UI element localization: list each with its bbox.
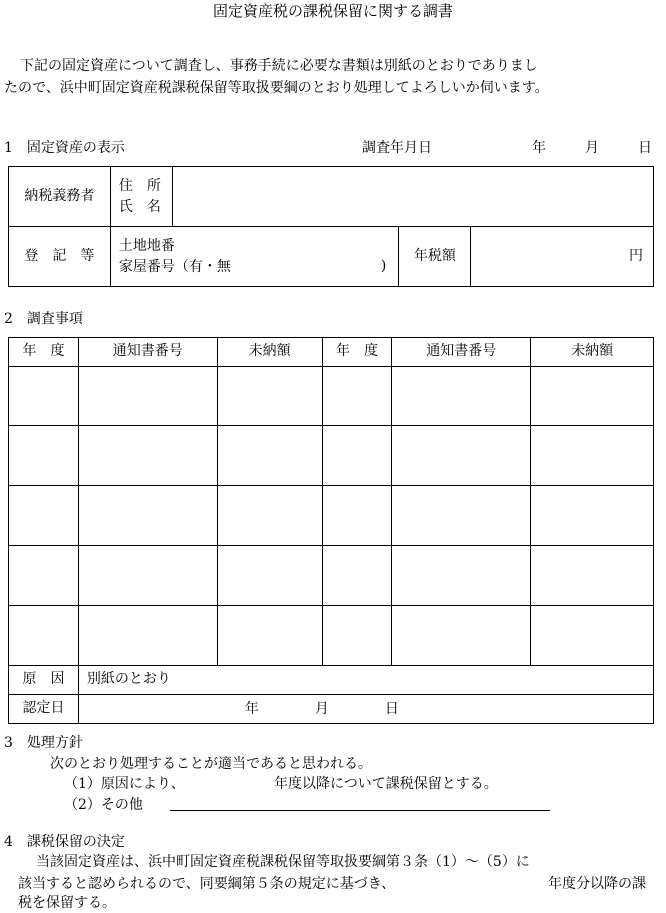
- house-number-close-paren: ): [380, 257, 387, 274]
- taxpayer-label-cell: [9, 167, 111, 227]
- table-row: [9, 606, 654, 666]
- table-row: [9, 546, 654, 606]
- annual-tax-label: 年税額: [413, 247, 456, 264]
- header-cell: [9, 338, 79, 367]
- header-cell: [78, 338, 217, 367]
- survey-date-month: 月: [585, 140, 599, 156]
- approval-month: 月: [314, 701, 329, 717]
- cause-value: 別紙のとおり: [86, 671, 171, 688]
- property-table: [8, 166, 654, 287]
- decision-line-2b: 年度分以降の課: [548, 876, 646, 892]
- approval-date-label: 認定日: [22, 700, 65, 717]
- cause-label: 原 因: [22, 671, 65, 688]
- header-notice-number-1: 通知書番号: [112, 343, 183, 360]
- yen-unit: 円: [629, 247, 643, 264]
- approval-date-label-cell: [9, 695, 79, 724]
- table-row: [9, 486, 654, 546]
- policy-item-1-prefix: （1）原因により、: [64, 776, 185, 792]
- section4-heading: 4 課税保留の決定: [4, 834, 125, 850]
- header-unpaid-amount-2: 未納額: [571, 343, 614, 360]
- header-cell: [217, 338, 322, 367]
- land-number-label: 土地地番: [118, 238, 175, 255]
- survey-date-label: 調査年月日: [362, 140, 432, 156]
- registry-label: 登 記 等: [24, 247, 95, 264]
- section1-heading: 1 固定資産の表示: [4, 140, 125, 156]
- taxpayer-label: 納税義務者: [24, 187, 95, 204]
- header-cell: [392, 338, 531, 367]
- cause-value-cell: [78, 666, 653, 695]
- approval-year: 年: [244, 701, 259, 717]
- section3-heading: 3 処理方針: [4, 735, 83, 751]
- page-title: 固定資産税の課税保留に関する調書: [212, 2, 453, 20]
- approval-day: 日: [384, 701, 399, 717]
- registry-label-cell: [9, 227, 111, 287]
- registry-value-cell: [110, 227, 399, 287]
- other-blank-line: [170, 810, 550, 811]
- annual-tax-value-cell: [471, 227, 654, 287]
- cause-label-cell: [9, 666, 79, 695]
- approval-date-row: [9, 695, 654, 724]
- header-fiscal-year-1: 年 度: [22, 343, 65, 360]
- header-cell: [531, 338, 654, 367]
- approval-date-value-cell: [78, 695, 653, 724]
- address-name-value-cell: [172, 167, 653, 227]
- cause-row: [9, 666, 654, 695]
- header-fiscal-year-2: 年 度: [335, 343, 378, 360]
- house-number-label: 家屋番号（有・無: [118, 258, 231, 275]
- table-row: [9, 426, 654, 486]
- address-name-label-cell: [110, 167, 172, 227]
- table-row: [9, 367, 654, 426]
- policy-item-2: （2）その他: [64, 797, 143, 813]
- decision-line-1: 当該固定資産は、浜中町固定資産税課税保留等取扱要綱第３条（1）～（5）に: [36, 854, 530, 870]
- policy-item-1-suffix: 年度以降について課税保留とする。: [274, 776, 498, 792]
- investigation-table: [8, 337, 654, 724]
- intro-line-2: たので、浜中町固定資産税課税保留等取扱要綱のとおり処理してよろしいか伺います。: [4, 80, 549, 96]
- address-label: 住 所: [118, 178, 161, 195]
- section3-text: 次のとおり処理することが適当であると思われる。: [50, 756, 372, 772]
- name-label: 氏 名: [118, 198, 161, 215]
- survey-date-year: 年: [532, 140, 546, 156]
- section2-heading: 2 調査事項: [4, 311, 83, 327]
- header-unpaid-amount-1: 未納額: [248, 343, 291, 360]
- survey-date-day: 日: [638, 140, 652, 156]
- annual-tax-label-cell: [399, 227, 471, 287]
- intro-line-1: 下記の固定資産について調査し、事務手続に必要な書類は別紙のとおりでありまし: [20, 58, 538, 74]
- decision-line-2a: 該当すると認められるので、同要綱第５条の規定に基づき、: [18, 876, 396, 892]
- header-notice-number-2: 通知書番号: [426, 343, 497, 360]
- header-cell: [322, 338, 392, 367]
- decision-line-3: 税を保留する。: [18, 895, 116, 911]
- investigation-header-row: [9, 338, 654, 367]
